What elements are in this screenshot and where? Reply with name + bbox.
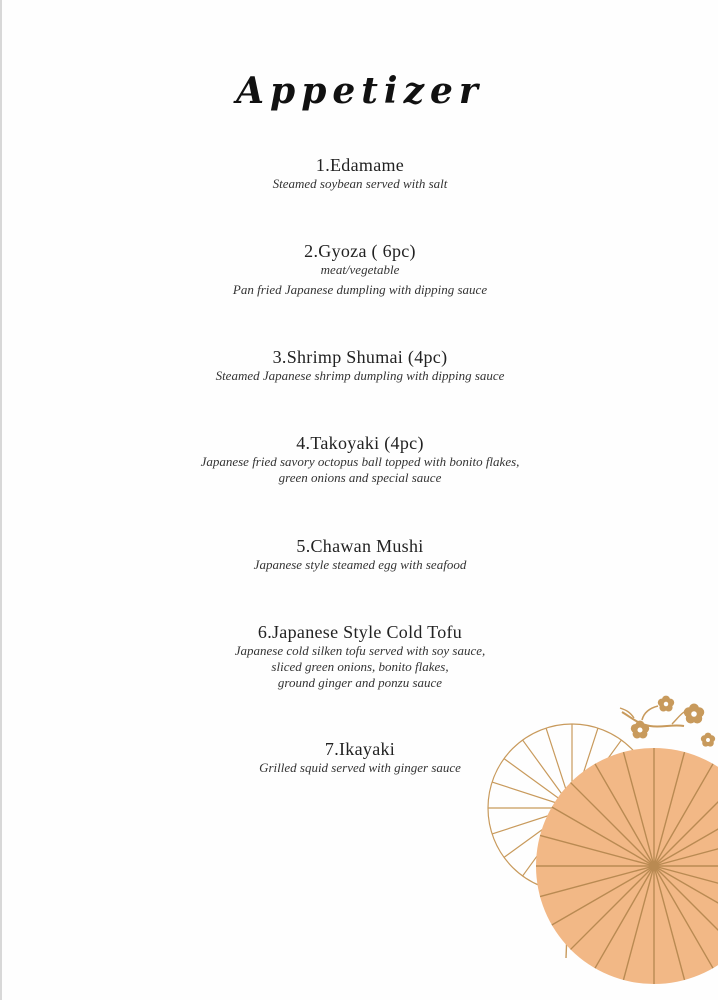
menu-item-desc: Japanese fried savory octopus ball topped with bonito flakes,: [200, 454, 520, 469]
menu-item-name: 4.Takoyaki (4pc): [296, 433, 424, 453]
menu-item-name: 7.Ikayaki: [324, 739, 396, 759]
menu-item-desc: sliced green onions, bonito flakes,: [271, 659, 449, 674]
plum-blossom-icon: [620, 706, 688, 727]
blossom-flower-icon: [701, 733, 715, 747]
menu-item-name: 5.Chawan Mushi: [296, 536, 424, 556]
blossom-flower-icon: [658, 696, 674, 712]
blossom-flower-icon: [684, 704, 704, 724]
menu-item: [2, 621, 718, 691]
menu-item-desc: Steamed soybean served with salt: [272, 176, 448, 191]
menu-item-desc: green onions and special sauce: [278, 470, 442, 485]
menu-item-name: 3.Shrimp Shumai (4pc): [272, 347, 448, 367]
blossom-flower-icon: [631, 721, 649, 739]
menu-item: [2, 240, 718, 298]
menu-item-desc: Japanese style steamed egg with seafood: [253, 557, 467, 572]
menu-item-desc: ground ginger and ponzu sauce: [277, 675, 443, 690]
page-title: Appetizer: [236, 70, 484, 112]
menu-item-desc: Steamed Japanese shrimp dumpling with dipping sauce: [215, 368, 505, 383]
menu-item-name: 6.Japanese Style Cold Tofu: [257, 622, 463, 642]
menu-item-desc: Japanese cold silken tofu served with soy sauce,: [234, 643, 486, 658]
menu-item-name: 1.Edamame: [315, 155, 405, 175]
menu-item-name: 2.Gyoza ( 6pc): [304, 241, 416, 261]
menu-item-desc: Pan fried Japanese dumpling with dipping sauce: [232, 282, 488, 297]
menu-item: [2, 346, 718, 384]
menu-item: [2, 154, 718, 192]
menu-item: [2, 535, 718, 573]
menu-item: [2, 432, 718, 486]
menu-item-desc: meat/vegetable: [320, 262, 400, 277]
paper-umbrella-icon: [482, 690, 718, 1000]
menu-item-desc: Grilled squid served with ginger sauce: [259, 760, 461, 775]
